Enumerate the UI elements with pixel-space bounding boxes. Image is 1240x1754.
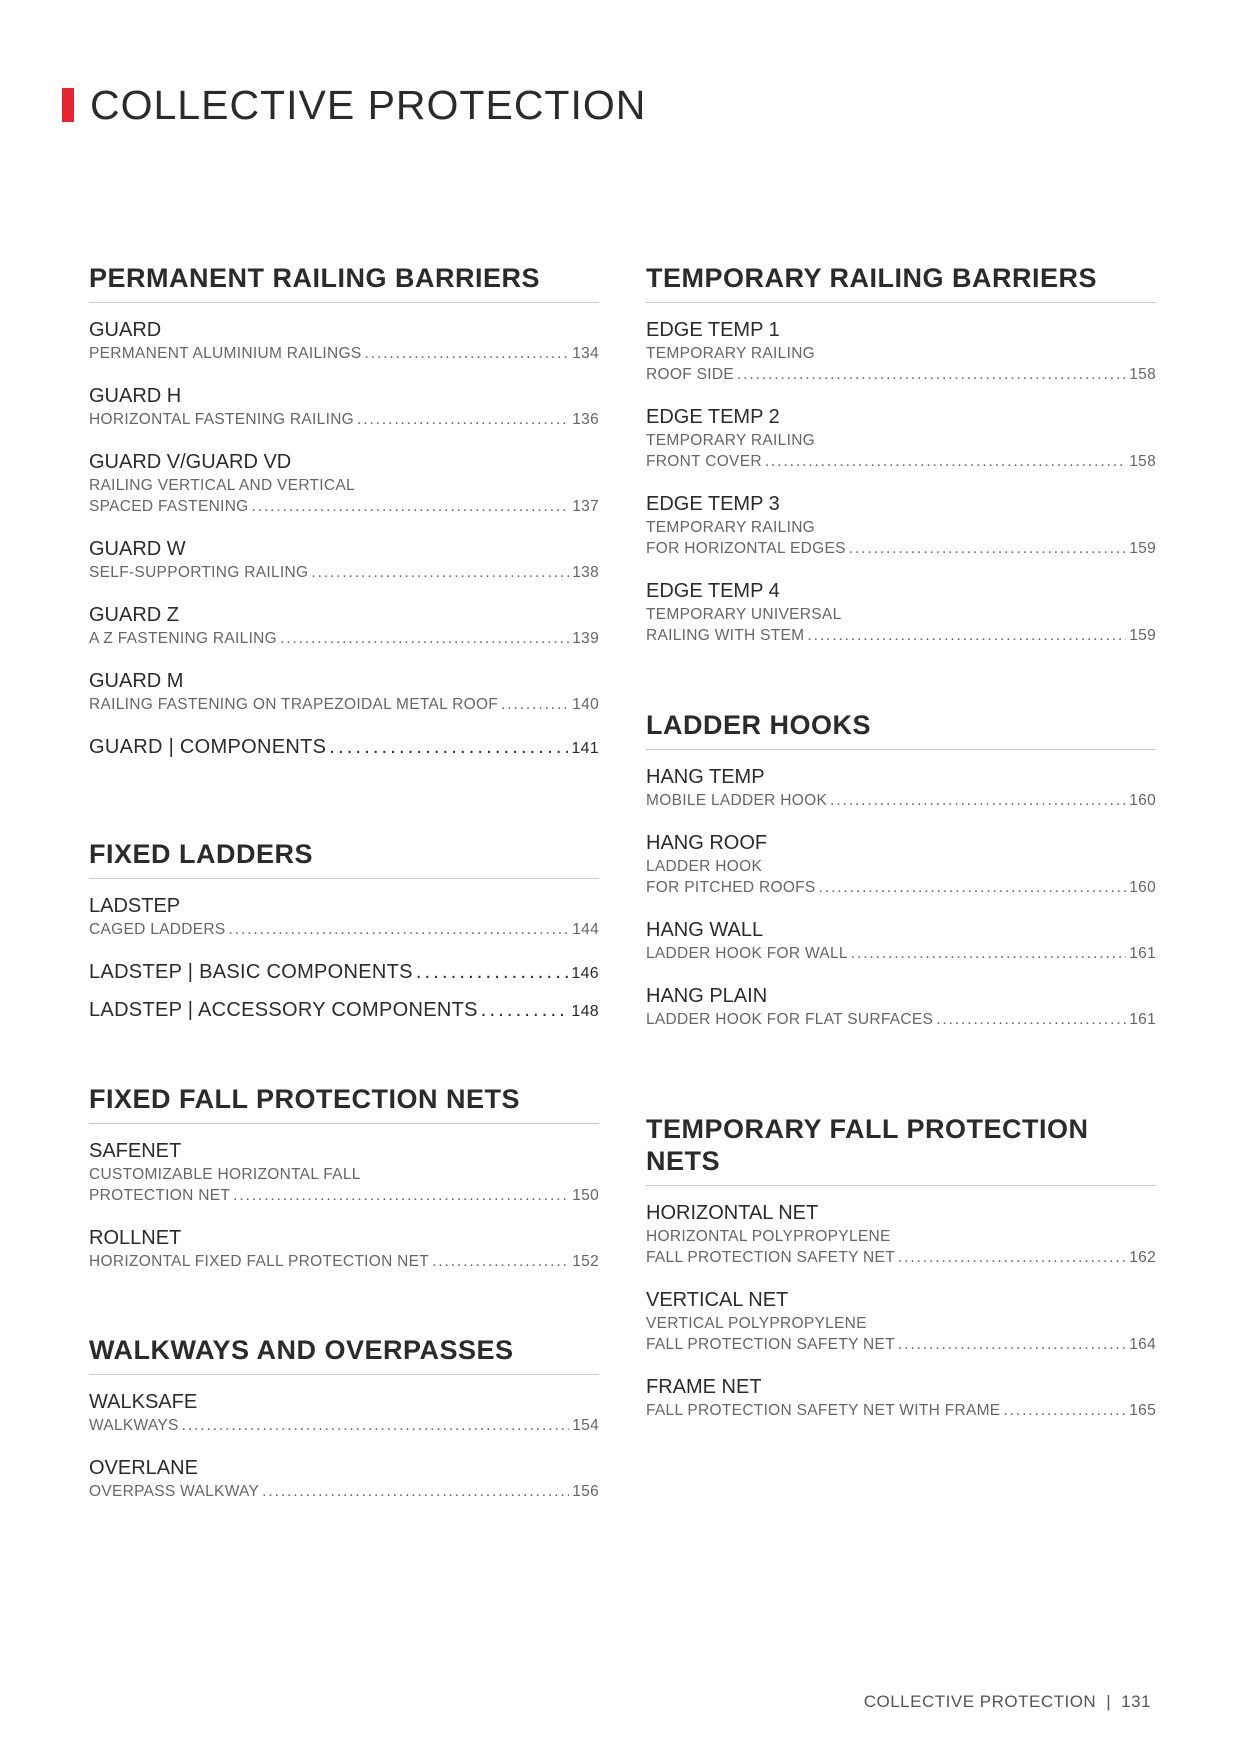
footer-page-number: 131 xyxy=(1121,1692,1151,1711)
toc-line xyxy=(646,790,1156,811)
toc-line-text: RAILING WITH STEM xyxy=(646,627,805,644)
toc-page-number: 162 xyxy=(1129,1249,1156,1266)
dot-leader xyxy=(481,997,569,1023)
toc-page-number: 138 xyxy=(572,564,599,581)
toc-page-number: 161 xyxy=(1129,945,1156,962)
toc-entry-name: VERTICAL NET xyxy=(646,1289,789,1311)
right-column xyxy=(646,262,1156,1440)
toc-entry[interactable] xyxy=(646,1200,1156,1268)
toc-line xyxy=(646,430,1156,451)
toc-line-text: HORIZONTAL FASTENING RAILING xyxy=(89,411,355,428)
toc-page-number: 160 xyxy=(1129,792,1156,809)
section-title: TEMPORARY FALL PROTECTION NETS xyxy=(646,1113,1156,1186)
dot-leader xyxy=(182,1415,570,1436)
title-accent-bar xyxy=(62,88,74,122)
toc-line xyxy=(646,856,1156,877)
page-footer xyxy=(864,1692,1151,1712)
toc-line xyxy=(646,604,1156,625)
toc-line-text: ROOF SIDE xyxy=(646,366,734,383)
toc-entry[interactable] xyxy=(89,536,599,583)
dot-leader xyxy=(416,959,569,985)
toc-entry[interactable] xyxy=(89,959,599,987)
toc-entry[interactable] xyxy=(89,317,599,364)
footer-separator: | xyxy=(1106,1692,1112,1711)
page-title xyxy=(62,80,646,130)
dot-leader xyxy=(819,877,1127,898)
section-temporary-fall-protection-nets xyxy=(646,1113,1156,1421)
toc-page-number: 158 xyxy=(1129,453,1156,470)
toc-line-text: WALKWAYS xyxy=(89,1417,179,1434)
toc-page-number: 160 xyxy=(1129,879,1156,896)
toc-entry[interactable] xyxy=(646,491,1156,559)
toc-page-number: 146 xyxy=(571,965,599,982)
toc-entry-name: GUARD V/GUARD VD xyxy=(89,451,292,473)
section-title: TEMPORARY RAILING BARRIERS xyxy=(646,262,1156,303)
dot-leader xyxy=(936,1009,1126,1030)
toc-line-text: RAILING FASTENING ON TRAPEZOIDAL METAL ROOF xyxy=(89,696,499,713)
toc-line-text: CUSTOMIZABLE HORIZONTAL FALL xyxy=(89,1166,361,1183)
toc-entry-name: EDGE TEMP 1 xyxy=(646,319,780,341)
section-permanent-railing-barriers xyxy=(89,262,599,762)
toc-entry-name: OVERLANE xyxy=(89,1457,198,1479)
toc-line xyxy=(89,343,599,364)
dot-leader xyxy=(807,625,1126,646)
toc-line xyxy=(646,364,1156,385)
section-title: WALKWAYS AND OVERPASSES xyxy=(89,1334,599,1375)
toc-line-text: RAILING VERTICAL AND VERTICAL xyxy=(89,477,355,494)
toc-line xyxy=(89,1185,599,1206)
toc-entry-name: FRAME NET xyxy=(646,1376,762,1398)
toc-line-text: VERTICAL POLYPROPYLENE xyxy=(646,1315,867,1332)
toc-entry-name: EDGE TEMP 2 xyxy=(646,406,780,428)
section-ladder-hooks xyxy=(646,709,1156,1030)
toc-page-number: 136 xyxy=(572,411,599,428)
dot-leader xyxy=(280,628,569,649)
left-column xyxy=(89,262,599,1521)
toc-line xyxy=(646,1009,1156,1030)
toc-entry[interactable] xyxy=(89,1389,599,1436)
toc-line-text: HORIZONTAL FIXED FALL PROTECTION NET xyxy=(89,1253,430,1270)
toc-line-text: LADDER HOOK FOR FLAT SURFACES xyxy=(646,1011,934,1028)
toc-line-text: MOBILE LADDER HOOK xyxy=(646,792,828,809)
toc-line xyxy=(89,959,599,987)
toc-line-text: FALL PROTECTION SAFETY NET xyxy=(646,1336,895,1353)
dot-leader xyxy=(432,1251,569,1272)
toc-line-text: LADSTEP | ACCESSORY COMPONENTS xyxy=(89,999,478,1021)
toc-entry[interactable] xyxy=(646,764,1156,811)
toc-entry[interactable] xyxy=(89,602,599,649)
toc-page-number: 156 xyxy=(572,1483,599,1500)
toc-entry-name: HANG PLAIN xyxy=(646,985,768,1007)
toc-line xyxy=(89,734,599,762)
toc-line-text: FALL PROTECTION SAFETY NET WITH FRAME xyxy=(646,1402,1001,1419)
toc-line xyxy=(89,1164,599,1185)
toc-page-number: 144 xyxy=(572,921,599,938)
toc-page-number: 165 xyxy=(1129,1402,1156,1419)
dot-leader xyxy=(357,409,569,430)
toc-line-text: A Z FASTENING RAILING xyxy=(89,630,278,647)
dot-leader xyxy=(849,538,1126,559)
toc-line xyxy=(646,343,1156,364)
toc-line-text: PERMANENT ALUMINIUM RAILINGS xyxy=(89,345,362,362)
toc-entry[interactable] xyxy=(646,1374,1156,1421)
toc-entry-name: SAFENET xyxy=(89,1140,182,1162)
toc-line xyxy=(89,562,599,583)
toc-line-text: OVERPASS WALKWAY xyxy=(89,1483,260,1500)
dot-leader xyxy=(898,1334,1126,1355)
toc-entry-name: GUARD W xyxy=(89,538,186,560)
dot-leader xyxy=(311,562,569,583)
toc-line xyxy=(89,409,599,430)
dot-leader xyxy=(229,919,570,940)
toc-entry-name: ROLLNET xyxy=(89,1227,182,1249)
toc-entry[interactable] xyxy=(646,917,1156,964)
toc-entry[interactable] xyxy=(646,404,1156,472)
toc-line-text: PROTECTION NET xyxy=(89,1187,231,1204)
toc-line xyxy=(646,625,1156,646)
toc-entry-name: HANG TEMP xyxy=(646,766,765,788)
toc-entry[interactable] xyxy=(89,449,599,517)
toc-page-number: 134 xyxy=(572,345,599,362)
section-temporary-railing-barriers xyxy=(646,262,1156,646)
toc-page-number: 159 xyxy=(1129,627,1156,644)
toc-line xyxy=(89,694,599,715)
toc-entry[interactable] xyxy=(89,893,599,940)
toc-line xyxy=(89,1481,599,1502)
toc-entry-name: EDGE TEMP 3 xyxy=(646,493,780,515)
toc-line-text: LADDER HOOK xyxy=(646,858,763,875)
toc-entry-name: GUARD xyxy=(89,319,162,341)
toc-entry-name: EDGE TEMP 4 xyxy=(646,580,780,602)
toc-entry-name: GUARD M xyxy=(89,670,184,692)
toc-line xyxy=(646,1313,1156,1334)
toc-page-number: 154 xyxy=(572,1417,599,1434)
dot-leader xyxy=(737,364,1126,385)
toc-line xyxy=(89,496,599,517)
toc-entry[interactable] xyxy=(89,997,599,1025)
toc-page-number: 139 xyxy=(572,630,599,647)
dot-leader xyxy=(851,943,1126,964)
toc-line xyxy=(89,628,599,649)
toc-entry[interactable] xyxy=(646,1287,1156,1355)
toc-page-number: 152 xyxy=(572,1253,599,1270)
toc-line xyxy=(646,1226,1156,1247)
toc-entry[interactable] xyxy=(89,1455,599,1502)
toc-entry[interactable] xyxy=(646,578,1156,646)
section-walkways-and-overpasses xyxy=(89,1334,599,1502)
toc-line-text: SELF-SUPPORTING RAILING xyxy=(89,564,309,581)
toc-line-text: FRONT COVER xyxy=(646,453,762,470)
dot-leader xyxy=(329,734,568,760)
toc-page-number: 159 xyxy=(1129,540,1156,557)
dot-leader xyxy=(1003,1400,1126,1421)
toc-entry[interactable] xyxy=(646,983,1156,1030)
toc-line xyxy=(646,517,1156,538)
dot-leader xyxy=(898,1247,1126,1268)
toc-line xyxy=(89,475,599,496)
section-title: PERMANENT RAILING BARRIERS xyxy=(89,262,599,303)
toc-entry-name: HORIZONTAL NET xyxy=(646,1202,819,1224)
toc-line-text: TEMPORARY RAILING xyxy=(646,432,816,449)
toc-line xyxy=(646,1400,1156,1421)
toc-entry[interactable] xyxy=(646,830,1156,898)
toc-line xyxy=(646,1334,1156,1355)
toc-line xyxy=(89,997,599,1025)
page-title-text: COLLECTIVE PROTECTION xyxy=(90,81,647,128)
toc-page-number: 141 xyxy=(571,740,599,757)
toc-line xyxy=(646,538,1156,559)
toc-line-text: HORIZONTAL POLYPROPYLENE xyxy=(646,1228,891,1245)
toc-entry-name: WALKSAFE xyxy=(89,1391,198,1413)
toc-page-number: 137 xyxy=(572,498,599,515)
toc-line-text: LADDER HOOK FOR WALL xyxy=(646,945,848,962)
section-title: FIXED FALL PROTECTION NETS xyxy=(89,1083,599,1124)
toc-page-number: 150 xyxy=(572,1187,599,1204)
toc-line-text: FOR HORIZONTAL EDGES xyxy=(646,540,846,557)
dot-leader xyxy=(262,1481,569,1502)
section-fixed-ladders xyxy=(89,838,599,1025)
toc-line xyxy=(646,877,1156,898)
toc-line-text: SPACED FASTENING xyxy=(89,498,249,515)
toc-page-number: 161 xyxy=(1129,1011,1156,1028)
toc-page-number: 164 xyxy=(1129,1336,1156,1353)
toc-entry-name: GUARD Z xyxy=(89,604,179,626)
dot-leader xyxy=(365,343,570,364)
toc-line-text: TEMPORARY RAILING xyxy=(646,345,816,362)
toc-entry-name: LADSTEP xyxy=(89,895,181,917)
toc-entry-name: HANG ROOF xyxy=(646,832,768,854)
toc-line xyxy=(89,919,599,940)
dot-leader xyxy=(830,790,1126,811)
dot-leader xyxy=(765,451,1126,472)
toc-line xyxy=(89,1251,599,1272)
toc-line xyxy=(89,1415,599,1436)
toc-line-text: TEMPORARY RAILING xyxy=(646,519,816,536)
toc-page-number: 148 xyxy=(571,1003,599,1020)
toc-line-text: FALL PROTECTION SAFETY NET xyxy=(646,1249,895,1266)
toc-line-text: FOR PITCHED ROOFS xyxy=(646,879,816,896)
toc-entry-name: HANG WALL xyxy=(646,919,764,941)
dot-leader xyxy=(252,496,570,517)
toc-entry-name: GUARD H xyxy=(89,385,182,407)
toc-line-text: TEMPORARY UNIVERSAL xyxy=(646,606,842,623)
section-title: LADDER HOOKS xyxy=(646,709,1156,750)
toc-entry[interactable] xyxy=(89,734,599,762)
toc-entry[interactable] xyxy=(89,1138,599,1206)
toc-page-number: 158 xyxy=(1129,366,1156,383)
dot-leader xyxy=(233,1185,569,1206)
toc-line-text: CAGED LADDERS xyxy=(89,921,226,938)
toc-entry[interactable] xyxy=(89,668,599,715)
footer-label: COLLECTIVE PROTECTION xyxy=(863,1692,1097,1711)
toc-entry[interactable] xyxy=(89,383,599,430)
toc-line-text: LADSTEP | BASIC COMPONENTS xyxy=(89,961,413,983)
toc-line xyxy=(646,943,1156,964)
dot-leader xyxy=(501,694,569,715)
toc-page-number: 140 xyxy=(572,696,599,713)
section-fixed-fall-protection-nets xyxy=(89,1083,599,1272)
toc-line xyxy=(646,1247,1156,1268)
toc-entry[interactable] xyxy=(89,1225,599,1272)
section-title: FIXED LADDERS xyxy=(89,838,599,879)
toc-entry[interactable] xyxy=(646,317,1156,385)
toc-line-text: GUARD | COMPONENTS xyxy=(89,736,327,758)
toc-line xyxy=(646,451,1156,472)
